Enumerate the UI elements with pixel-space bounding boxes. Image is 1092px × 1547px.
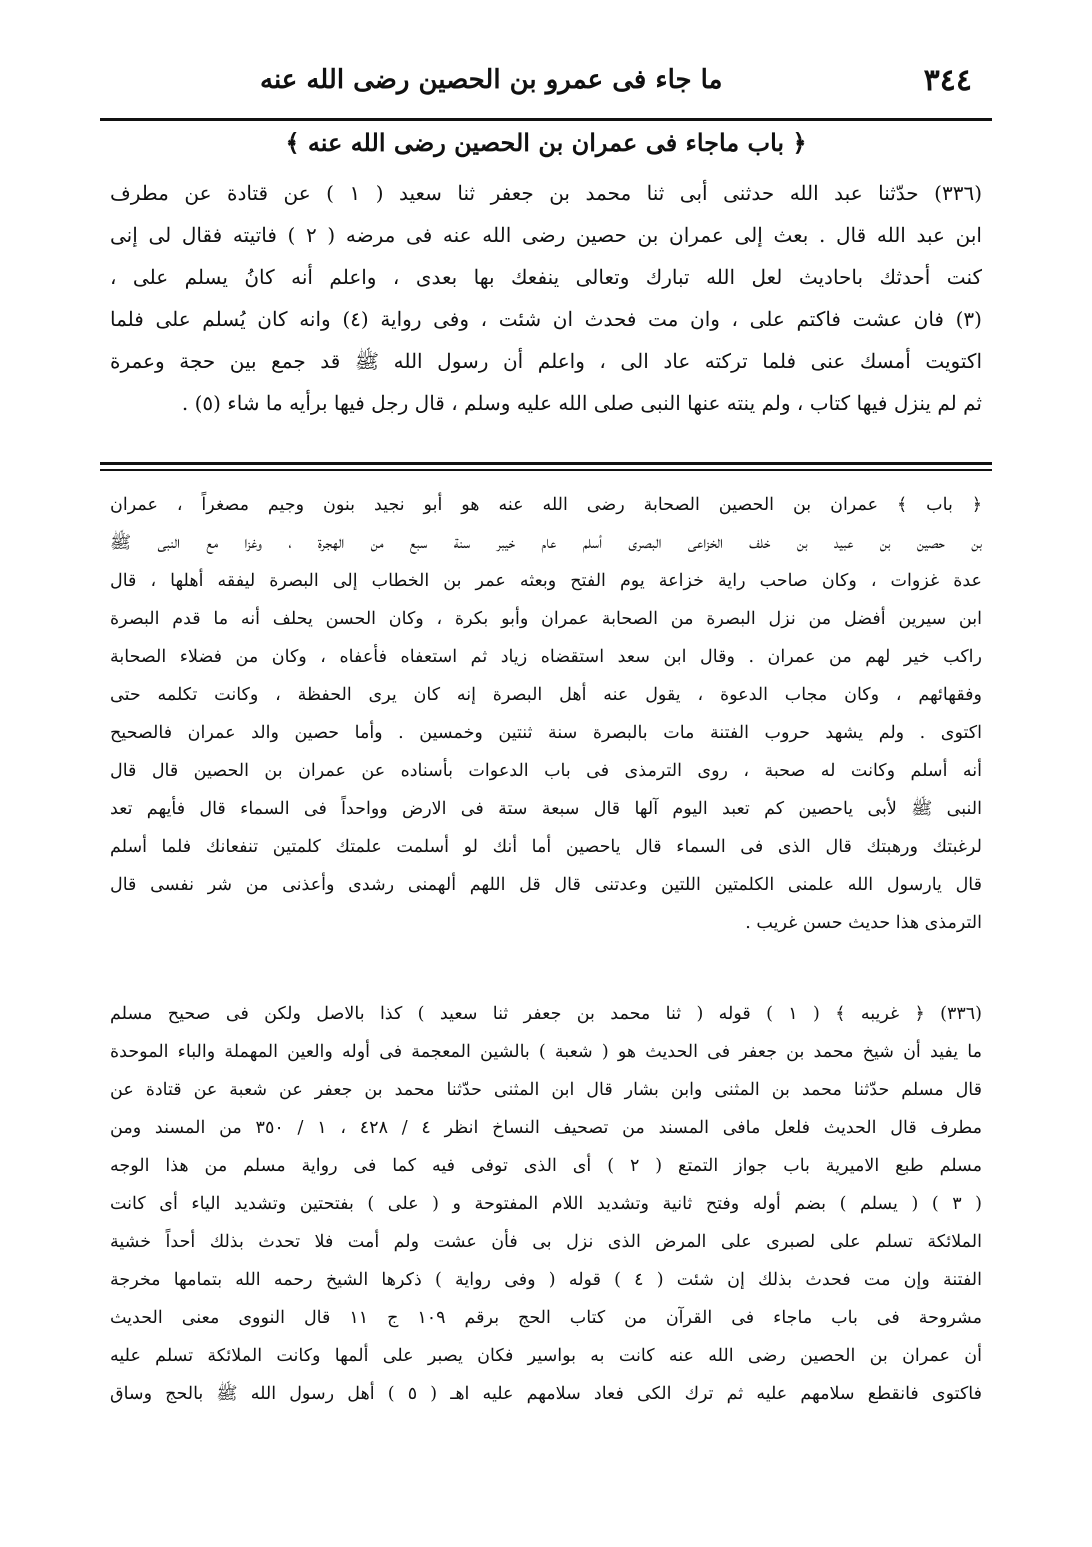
text-line: ثم لم ينزل فيها كتاب ، ولم ينته عنها النبى صلى الله عليه وسلم ، قال رجل فيها برأيه ما شاء (٥) . <box>181 391 982 415</box>
footnote-line: ما يفيد أن شيخ محمد بن جعفر فى الحديث هو ( شعبة ) بالشين المعجمة فى أوله والعين المهملة والباء الموحدة <box>110 1042 982 1062</box>
footnote-line: الملائكة تسلم على لصبرى على المرض الذى نزل بى فأن عشت ولم أمت فلا تحدث بذلك أحداً خشية <box>110 1232 982 1252</box>
section-rule <box>100 462 992 465</box>
text-line: اكتويت أمسك عنى فلما تركته عاد الى ، واعلم أن رسول الله ﷺ قد جمع بين حجة وعمرة <box>110 349 982 373</box>
text-line: ابن عبد الله قال . بعث إلى عمران بن حصين رضى الله عنه فى مرضه ( ٢ ) فاتيته فقال لى إنى <box>110 223 982 247</box>
footnote-line: الفتنة وإن مت فحدث بذلك إن شئت ( ٤ ) قوله ( وفى رواية ) ذكرها الشيخ رحمه الله بتمامها مخرجة <box>110 1270 982 1290</box>
commentary-line: أنه أسلم وكانت له صحبة ، روى الترمذى فى باب الدعوات بأسناده عن عمران بن الحصين قال قال <box>110 761 982 781</box>
footnote-line: مشروحة فى باب ماجاء فى القرآن من كتاب الحج برقم ١٠٩ ج ١١ قال النووى معنى الحديث <box>110 1308 982 1328</box>
footnote-line: مسلم طبع الاميرية باب جواز التمتع ( ٢ ) أى الذى توفى فيه كما فى رواية مسلم من هذا الوجه <box>110 1156 982 1176</box>
header-rule <box>100 118 992 121</box>
footnote-line: (٣٣٦) ﴿ غريبه ﴾ ( ١ ) قوله ( ثنا محمد بن جعفر ثنا سعيد ) كذا بالاصل ولكن فى صحيح مسلم <box>110 1004 982 1024</box>
footnote-line: مطرف قال الحديث فلعل مافى المسند من تصحيف النساخ انظر ٤ / ٤٢٨ ، ١ / ٣٥٠ من المسند ومن <box>110 1118 982 1138</box>
footnote-line: أن عمران بن الحصين رضى الله عنه كانت به بواسير فكان يصبر على ألمها وكانت الملائكة تسلم عليه <box>110 1346 982 1366</box>
commentary-line: اكتوى . ولم يشهد حروب الفتنة مات بالبصرة سنة ثنتين وخمسين . وأما حصين والد عمران فالصحيح <box>110 723 982 743</box>
commentary-line: ابن سيرين أفضل من نزل البصرة من الصحابة عمران وأبو بكرة ، وكان الحسن يحلف أنه ما قدم البصرة <box>110 609 982 629</box>
commentary-line: قال يارسول الله علمنى الكلمتين اللتين وعدتنى قال قل اللهم ألهمنى رشدى وأعذنى من شر نفسى قال <box>110 875 982 895</box>
commentary-line: بن حصين بن عبيد بن خلف الخزاعى البصرى أسلم عام خيبر سنة سبع من الهجرة ، وغزا مع النبى ﷺ <box>110 533 982 553</box>
text-line: كنت أحدثك باحاديث لعل الله تبارك وتعالى ينفعك بها بعدى ، واعلم أنه كانُ يسلم على ، <box>110 265 982 289</box>
running-title: ما جاء فى عمرو بن الحصين رضى الله عنه <box>260 65 723 95</box>
commentary-line: الترمذى هذا حديث حسن غريب . <box>745 913 982 933</box>
page-number: ٣٤٤ <box>923 62 972 98</box>
commentary-line: لرغبتك ورهبتك قال الذى فى السماء قال ياحصين أما أنك لو أسلمت علمتك كلمتين تنفعانك فلما أسلم <box>110 837 982 857</box>
commentary-line: راكب خير لهم من عمران . وقال ابن سعد استقضاه زياد ثم استعفاه فأعفاه ، وكان من فضلاء الصحابة <box>110 647 982 667</box>
text-line: (٣) فان عشت فاكتم على ، وان مت فحدث ان شئت ، وفى رواية (٤) وانه كان يُسلم على فلما <box>110 307 982 331</box>
commentary-line: عدة غزوات ، وكان صاحب راية خزاعة يوم الفتح وبعثه عمر بن الخطاب إلى البصرة ليفقه أهلها ، قال <box>110 571 982 591</box>
chapter-title: ﴿ باب ماجاء فى عمران بن الحصين رضى الله عنه ﴾ <box>285 128 807 157</box>
footnote-line: ( ٣ ) ( يسلم ) بضم أوله وفتح ثانية وتشديد اللام المفتوحة و ( على ) بفتحتين وتشديد الياء أى كانت <box>110 1194 982 1214</box>
page-header <box>110 55 982 105</box>
footnote-line: فاكتوى فانقطع سلامهم عليه ثم ترك الكى فعاد سلامهم عليه اهـ ( ٥ ) أهل رسول الله ﷺ بالحج وساق <box>110 1384 982 1404</box>
commentary-line: وفقهائهم ، وكان مجاب الدعوة ، يقول عنه أهل البصرة إنه كان يرى الحفظة ، وكانت تكلمه حتى <box>110 685 982 705</box>
footnotes <box>110 995 982 1413</box>
section-rule-thin <box>100 469 992 471</box>
text-line: (٣٣٦) حدّثنا عبد الله حدثنى أبى ثنا محمد بن جعفر ثنا سعيد ( ١ ) عن قتادة عن مطرف <box>110 181 982 205</box>
hadith-text <box>110 172 982 424</box>
commentary-line: ﴿ باب ﴾ عمران بن الحصين الصحابة رضى الله عنه هو أبو نجيد بنون وجيم مصغراً ، عمران <box>110 495 982 515</box>
footnote-line: قال مسلم حدّثنا محمد بن المثنى وابن بشار قال ابن المثنى حدّثنا محمد بن جعفر عن شعبة عن قتادة عن <box>110 1080 982 1100</box>
commentary-line: النبى ﷺ لأبى ياحصين كم تعبد اليوم آلها قال سبعة ستة فى الارض وواحداً فى السماء قال فأيهم تعد <box>110 799 982 819</box>
commentary <box>110 486 982 942</box>
